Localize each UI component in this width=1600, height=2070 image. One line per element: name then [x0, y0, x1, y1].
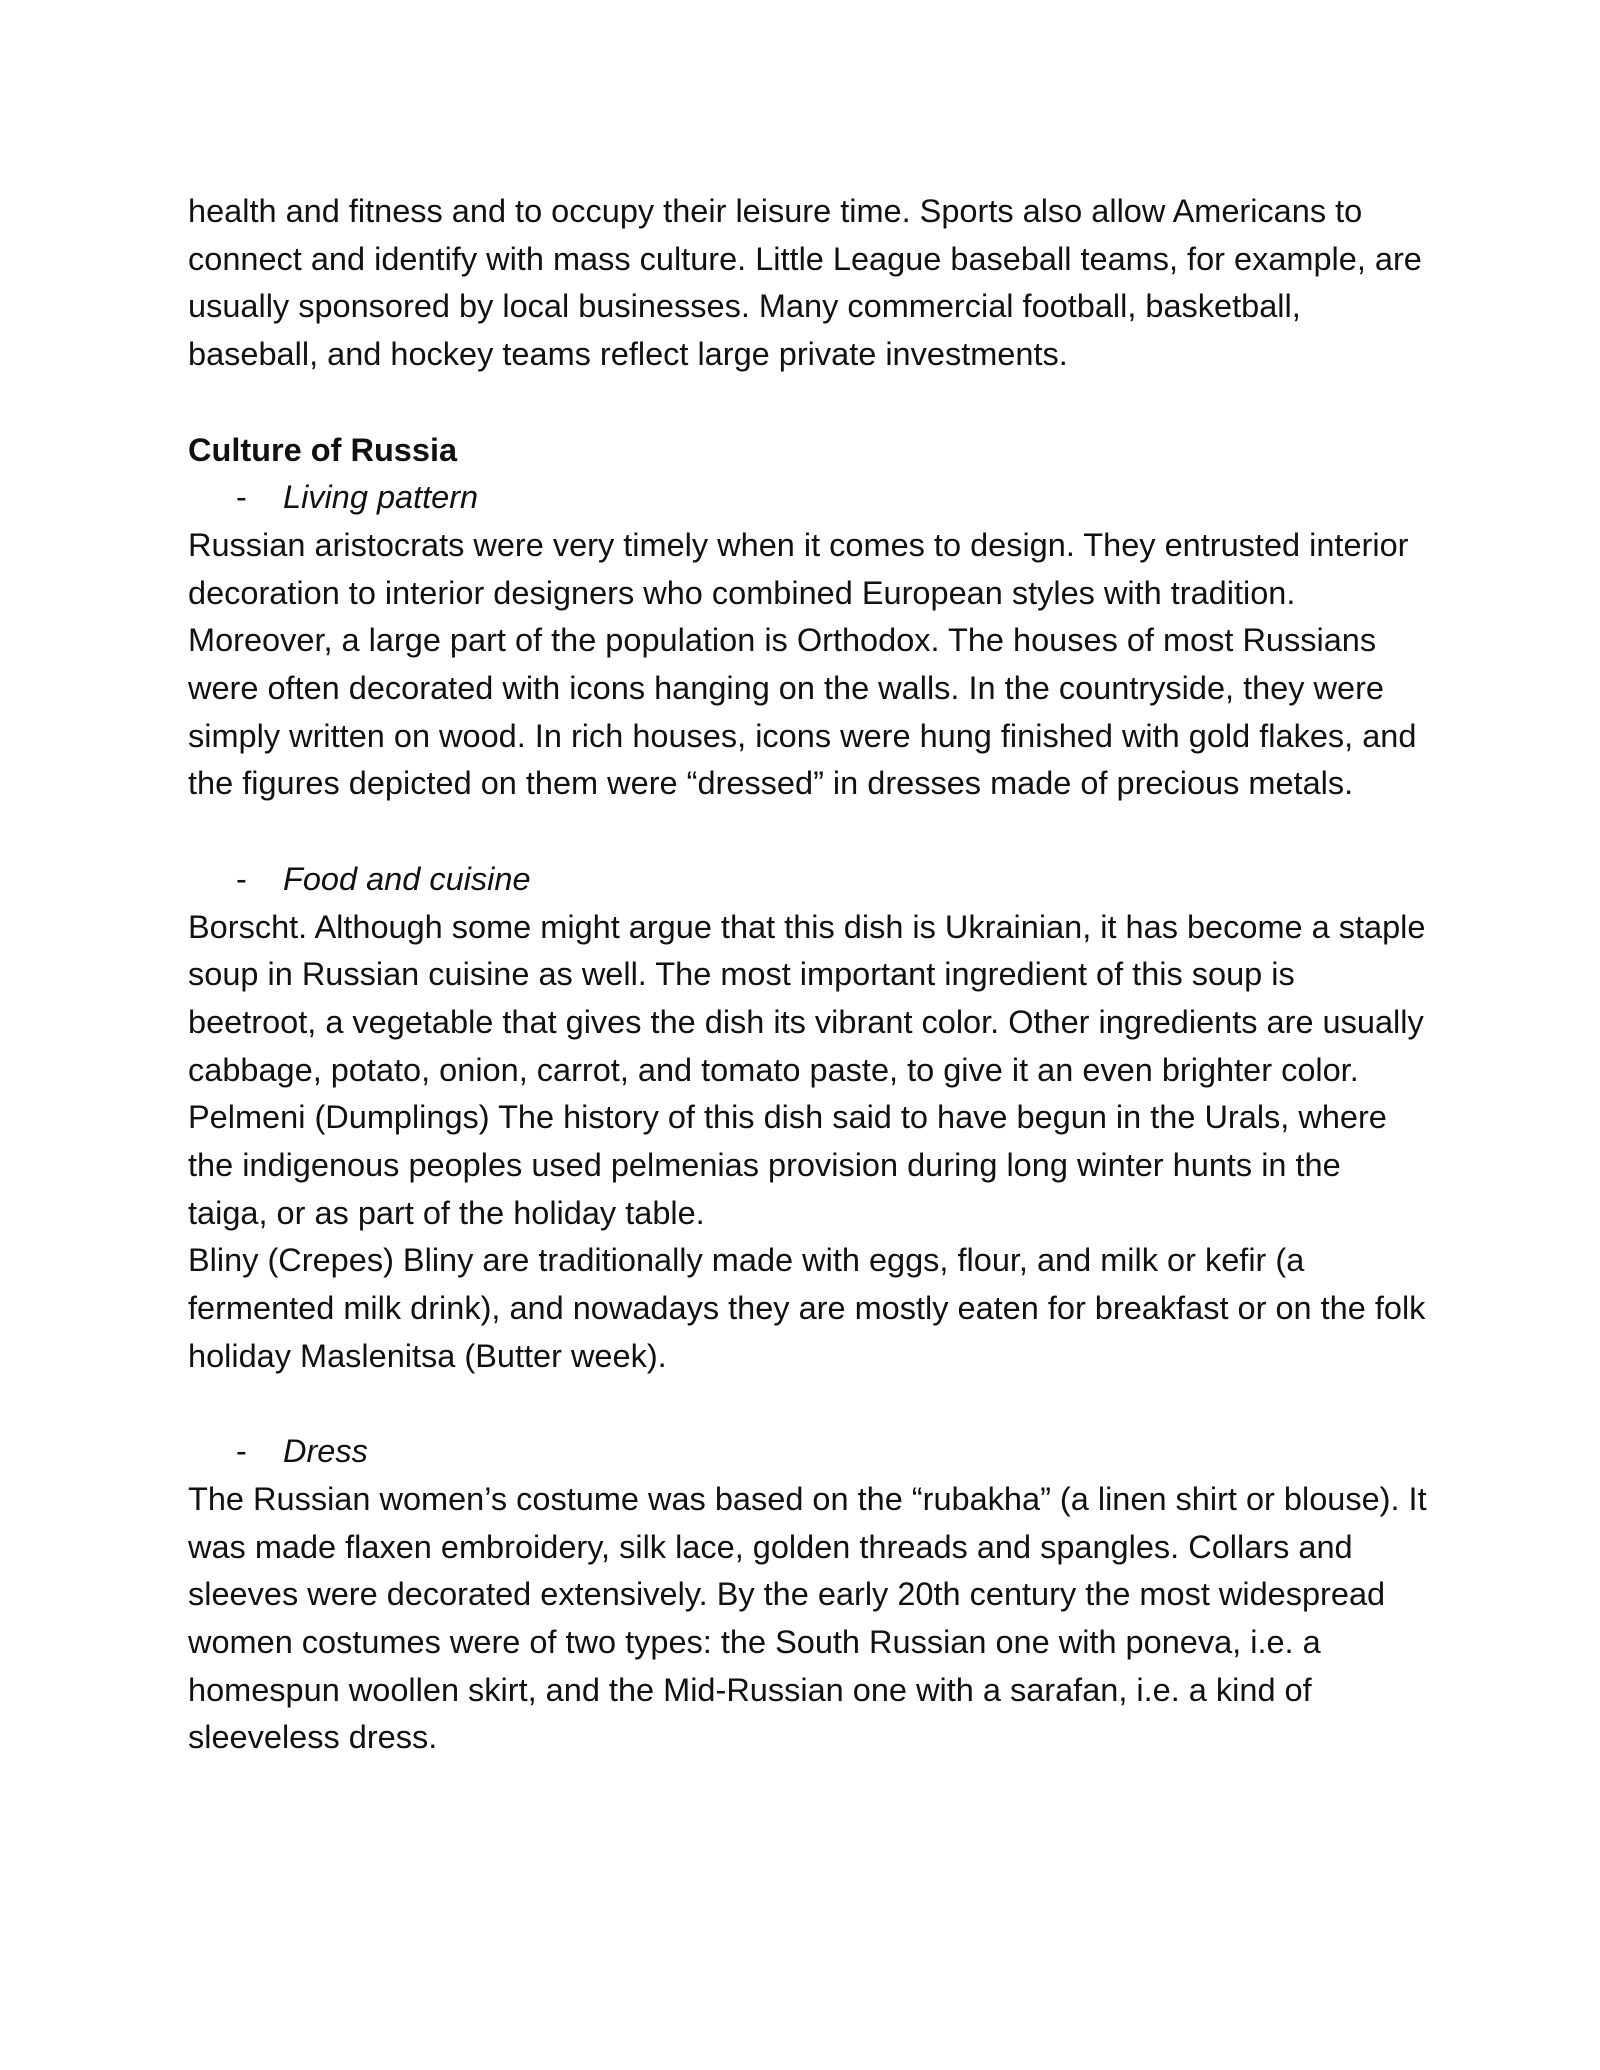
bullet-dash: - [236, 479, 247, 516]
bullet-dash: - [236, 860, 247, 897]
bullet-dress [188, 1428, 1428, 1476]
document-body [188, 188, 1428, 1762]
borscht-paragraph: Borscht. Although some might argue that this dish is Ukrainian, it has become a staple soup in Russian cuisine as well. The most important ingredient of this soup is beetroot, a vegetable that gives the dish its vibrant color. Other ingredients are usually cabbage, potato, onion, carrot, and tomato paste, to give it an even brighter color. [188, 908, 1426, 1088]
bullet-dash: - [236, 1433, 247, 1470]
bullet-living-pattern [188, 474, 1428, 522]
subheading-dress: Dress [283, 1433, 368, 1470]
bullet-food-and-cuisine [188, 856, 1428, 904]
bliny-paragraph: Bliny (Crepes) Bliny are traditionally made with eggs, flour, and milk or kefir (a fermented milk drink), and nowadays they are mostly eaten for breakfast or on the folk holiday Maslenitsa (Butter week). [188, 1242, 1426, 1374]
pelmeni-paragraph: Pelmeni (Dumplings) The history of this dish said to have begun in the Urals, where the indigenous peoples used pelmenias provision during long winter hunts in the taiga, or as part of the holiday table. [188, 1099, 1387, 1231]
dress-paragraph: The Russian women’s costume was based on the “rubakha” (a linen shirt or blouse). It was made flaxen embroidery, silk lace, golden threads and spangles. Collars and sleeves were decorated extensively. By the early 20th century the most widespread women costumes were of two types: the South Russian one with poneva, i.e. a homespun woollen skirt, and the Mid-Russian one with a sarafan, i.e. a kind of sleeveless dress. [188, 1480, 1427, 1756]
section-heading: Culture of Russia [188, 431, 458, 468]
paragraph-spacer [188, 808, 1428, 856]
living-pattern-paragraph: Russian aristocrats were very timely when it comes to design. They entrusted interior decoration to interior designers who combined European styles with tradition. Moreover, a large part of the population is Orthodox. The houses of most Russians were often decorated with icons hanging on the walls. In the countryside, they were simply written on wood. In rich houses, icons were hung finished with gold flakes, and the figures depicted on them were “dressed” in dresses made of precious metals. [188, 526, 1417, 802]
paragraph-spacer [188, 379, 1428, 427]
subheading-food-and-cuisine: Food and cuisine [283, 860, 531, 897]
paragraph-spacer [188, 1381, 1428, 1429]
subheading-living-pattern: Living pattern [283, 479, 479, 516]
intro-paragraph: health and fitness and to occupy their leisure time. Sports also allow Americans to connect and identify with mass culture. Little League baseball teams, for example, are usually sponsored by local businesses. Many commercial football, basketball, baseball, and hockey teams reflect large private investments. [188, 193, 1422, 373]
